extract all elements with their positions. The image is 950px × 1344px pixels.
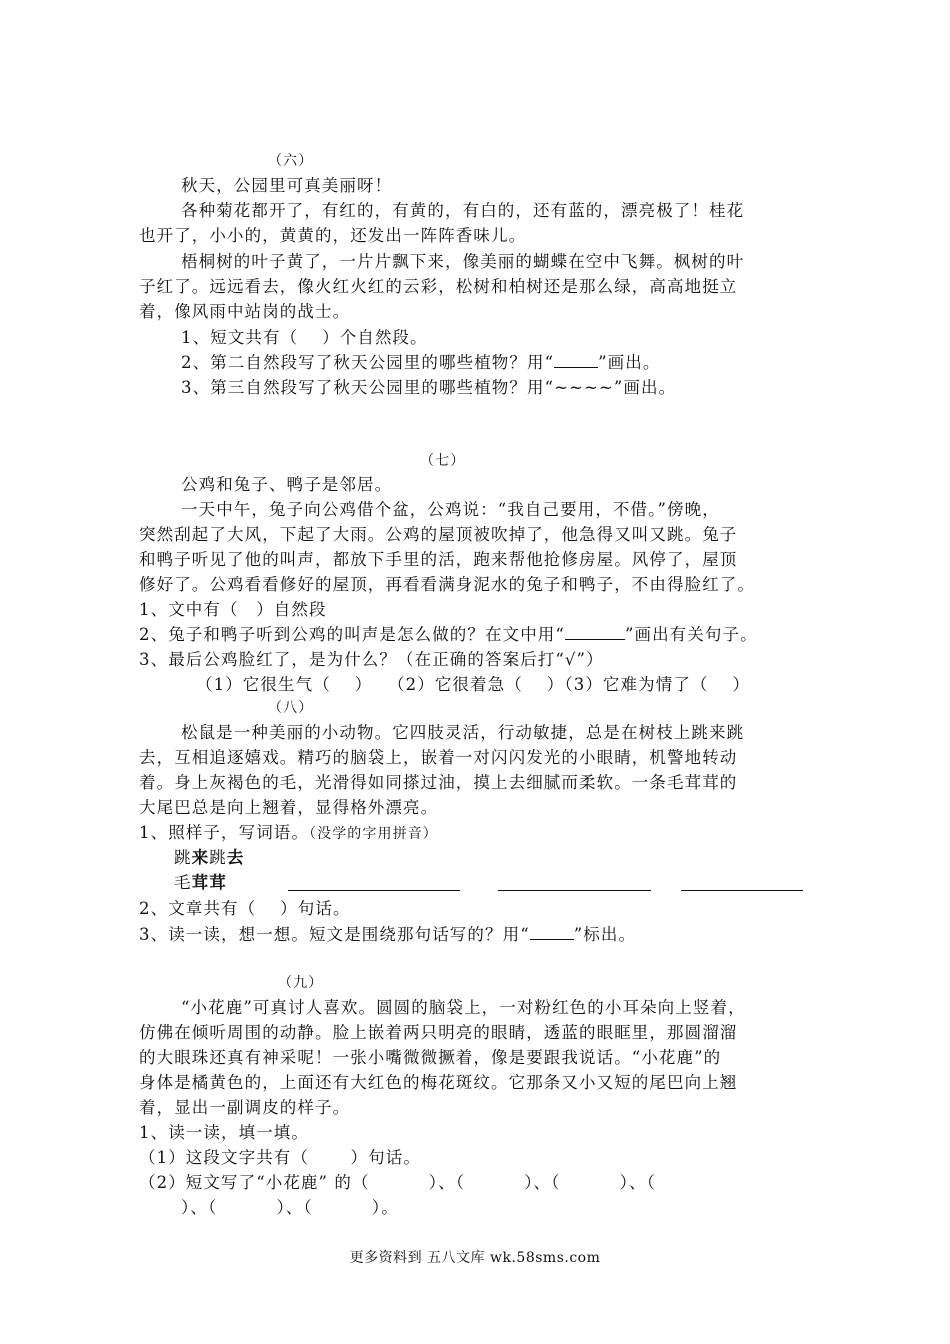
s8-paragraph-line-2: 去，互相追逐嬉戏。精巧的脑袋上，嵌着一对闪闪发光的小眼睛，机警地转动 — [139, 748, 738, 767]
s6-paragraph-3-line-2: 子红了。远远看去，像火红火红的云彩，松树和柏树还是那么绿，高高地挺立 — [139, 277, 738, 296]
s8-paragraph-line-1: 松鼠是一种美丽的小动物。它四肢灵活，行动敏捷，总是在树枝上跳来跳 — [181, 723, 745, 742]
s8-paragraph-line-4: 大尾巴总是向上翘着，显得格外漂亮。 — [139, 798, 439, 817]
answer-blank-line — [554, 353, 598, 368]
s7-question-2 — [139, 624, 758, 646]
s6-question-1: 1、短文共有（ ）个自然段。 — [181, 328, 428, 347]
s7-paragraph-2-line-1: 一天中午，兔子向公鸡借个盆，公鸡说：“我自己要用，不借。”傍晚， — [181, 500, 720, 519]
answer-line-2 — [498, 890, 651, 891]
example-word-1-char-3: 跳 — [209, 848, 227, 867]
s8-question-3-text-a: 3、读一读，想一想。短文是围绕那句话写的？用“ — [139, 925, 530, 944]
example-word-1-char-1: 跳 — [174, 848, 192, 867]
s6-paragraph-3-line-1: 梧桐树的叶子黄了，一片片飘下来，像美丽的蝴蝶在空中飞舞。枫树的叶 — [181, 252, 745, 271]
example-word-2-char-2: 茸茸 — [191, 873, 227, 892]
s9-paragraph-line-5: 着，显出一副调皮的样子。 — [139, 1098, 351, 1117]
s9-question-1-part-2-line-1: （2）短文写了“小花鹿” 的（ ）、（ ）、（ ）、（ — [139, 1173, 656, 1192]
example-word-1 — [174, 847, 244, 869]
s6-paragraph-1: 秋天，公园里可真美丽呀！ — [181, 176, 393, 195]
s9-paragraph-line-3: 的大眼珠还真有神采呢！一张小嘴微微撅着，像是要跟我说话。“小花鹿”的 — [139, 1048, 722, 1067]
s6-paragraph-3-line-3: 着，像风雨中站岗的战士。 — [139, 302, 351, 321]
s6-question-3: 3、第三自然段写了秋天公园里的哪些植物？用“~~~~”画出。 — [181, 378, 677, 397]
example-word-1-char-4: 去 — [226, 848, 245, 867]
s8-question-1 — [139, 822, 438, 845]
answer-blank-line — [565, 625, 625, 640]
s6-question-2 — [181, 352, 660, 374]
s7-question-2-text-b: ”画出有关句子。 — [624, 625, 758, 644]
s7-paragraph-2-line-4: 修好了。公鸡看看修好的屋顶，再看看满身泥水的兔子和鸭子，不由得脸红了。 — [139, 575, 755, 594]
s8-question-1-text: 1、照样子，写词语。 — [139, 823, 309, 842]
answer-line-1 — [288, 890, 460, 891]
s9-question-1-part-1: （1）这段文字共有（ ）句话。 — [139, 1148, 421, 1167]
s7-answer-options: （1）它很生气（ ） （2）它很着急（ ）（3）它难为情了（ ） — [196, 675, 751, 694]
s7-question-2-text-a: 2、兔子和鸭子听到公鸡的叫声是怎么做的？在文中用“ — [139, 625, 565, 644]
s8-paragraph-line-3: 着。身上灰褐色的毛，光滑得如同搽过油，摸上去细腻而柔软。一条毛茸茸的 — [139, 773, 738, 792]
s8-question-2: 2、文章共有（ ）句话。 — [139, 899, 351, 918]
s9-paragraph-line-2: 仿佛在倾听周围的动静。脸上嵌着两只明亮的眼睛，透蓝的眼眶里，那圆溜溜 — [139, 1023, 738, 1042]
s9-paragraph-line-4: 身体是橘黄色的，上面还有大红色的梅花斑纹。它那条又小又短的尾巴向上翘 — [139, 1073, 738, 1092]
answer-line-3 — [681, 890, 803, 891]
example-word-2 — [174, 872, 227, 894]
example-word-2-char-1: 毛 — [174, 873, 192, 892]
s7-paragraph-2-line-2: 突然刮起了大风，下起了大雨。公鸡的屋顶被吹掉了，他急得又叫又跳。兔子 — [139, 525, 738, 544]
section-8-heading: （八） — [268, 700, 314, 716]
s9-question-1-part-2-line-2: ）、（ ）、（ ）。 — [181, 1198, 399, 1217]
s6-paragraph-2-line-1: 各种菊花都开了，有红的，有黄的，有白的，还有蓝的，漂亮极了！桂花 — [181, 201, 745, 220]
example-word-1-char-2: 来 — [191, 848, 210, 867]
s8-question-1-note: （没学的字用拼音） — [309, 826, 438, 842]
s9-paragraph-line-1: “小花鹿”可真讨人喜欢。圆圆的脑袋上，一对粉红色的小耳朵向上竖着， — [181, 998, 746, 1017]
s6-question-2-text-a: 2、第二自然段写了秋天公园里的哪些植物？用“ — [181, 353, 555, 372]
s7-question-3: 3、最后公鸡脸红了，是为什么？（在正确的答案后打“√”） — [139, 650, 604, 669]
answer-blank-line — [530, 925, 574, 940]
s7-question-1: 1、文中有（ ）自然段 — [139, 600, 327, 619]
s8-question-3 — [139, 924, 636, 946]
section-7-heading: （七） — [420, 453, 466, 469]
section-9-heading: （九） — [278, 975, 324, 991]
s9-question-1: 1、读一读，填一填。 — [139, 1123, 309, 1142]
section-6-heading: （六） — [268, 153, 314, 169]
s6-paragraph-2-line-2: 也开了，小小的，黄黄的，还发出一阵阵香味儿。 — [139, 226, 527, 245]
s7-paragraph-2-line-3: 和鸭子听见了他的叫声，都放下手里的活，跑来帮他抢修房屋。风停了，屋顶 — [139, 550, 738, 569]
s8-question-3-text-b: ”标出。 — [573, 925, 637, 944]
s6-question-2-text-b: ”画出。 — [598, 353, 661, 372]
page-footer: 更多资料到 五八文库 wk.58sms.com — [349, 1250, 601, 1266]
s7-paragraph-1: 公鸡和兔子、鸭子是邻居。 — [181, 475, 393, 494]
